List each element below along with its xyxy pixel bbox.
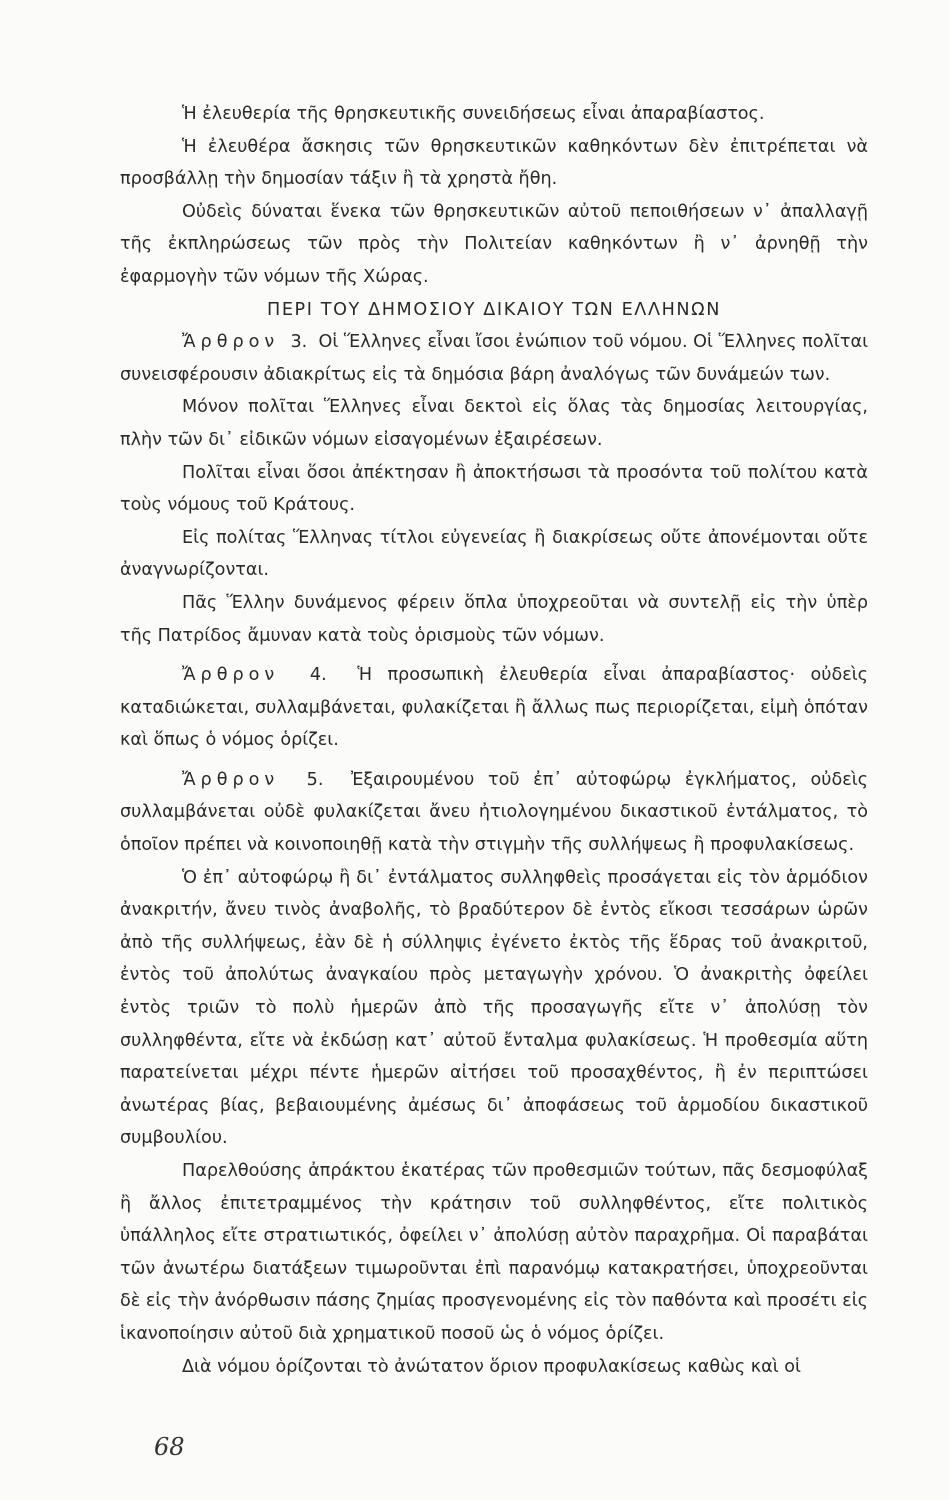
paragraph: Πᾶς Ἕλλην δυνάμενος φέρειν ὅπλα ὑποχρεοῦται νὰ συντελῇ εἰς τὴν ὑπὲρ τῆς Πατρίδος ἄμυναν κατὰ τοὺς ὁρισμοὺς τῶν νόμων. (120, 592, 868, 646)
paragraph: Μόνον πολῖται Ἕλληνες εἶναι δεκτοὶ εἰς ὅλας τὰς δημοσίας λειτουργίας, πλὴν τῶν δι᾽ εἰδικῶν νόμων εἰσαγομένων ἐξαιρέσεων. (120, 397, 868, 450)
section-heading: ΠΕΡΙ ΤΟΥ ΔΗΜΟΣΙΟΥ ΔΙΚΑΙΟΥ ΤΩΝ ΕΛΛΗΝΩΝ (267, 299, 721, 320)
article-3 (120, 326, 868, 391)
paragraph: Διὰ νόμου ὁρίζονται τὸ ἀνώτατον ὅριον προφυλακίσεως καθὼς καὶ οἱ (182, 1356, 801, 1377)
article-label: Ἄρθρον (182, 769, 280, 790)
paragraph: Οὐδεὶς δύναται ἕνεκα τῶν θρησκευτικῶν αὐτοῦ πεποιθήσεων ν᾽ ἀπαλλαγῇ τῆς ἐκπληρώσεως τῶν πρὸς τὴν Πολιτείαν καθηκόντων ἢ ν᾽ ἀρνηθῇ τὴν ἐφαρμογὴν τῶν νόμων τῆς Χώρας. (120, 201, 868, 287)
paragraph: Παρελθούσης ἀπράκτου ἑκατέρας τῶν προθεσμιῶν τούτων, πᾶς δεσμοφύλαξ ἢ ἄλλος ἐπιτετραμμένος τὴν κράτησιν τοῦ συλληφθέντος, εἴτε πολιτικὸς ὑπάλληλος εἴτε στρατιωτικός, ὀφείλει ν᾽ ἀπολύσῃ αὐτὸν παραχρῆμα. Οἱ παραβάται τῶν ἀνωτέρω διατάξεων τιμωροῦνται ἐπὶ παρανόμῳ κατακρατήσει, ὑποχρεοῦνται δὲ εἰς τὴν ἀνόρθωσιν πάσης ζημίας προσγενομένης εἰς τὸν παθόντα καὶ προσέτι εἰς ἱκανοποίησιν αὐτοῦ διὰ χρηματικοῦ ποσοῦ ὡς ὁ νόμος ὁρίζει. (120, 1161, 868, 1344)
paragraph: Εἰς πολίτας Ἕλληνας τίτλοι εὐγενείας ἢ διακρίσεως οὔτε ἀπονέμονται οὔτε ἀναγνωρίζονται. (120, 527, 868, 581)
article-number: 5. (306, 769, 324, 790)
article-5 (120, 764, 868, 862)
article-label: Ἄρθρον (182, 332, 280, 353)
article-label: Ἄρθρον (182, 665, 280, 686)
paragraph: Πολῖται εἶναι ὅσοι ἀπέκτησαν ἢ ἀποκτήσωσι τὰ προσόντα τοῦ πολίτου κατὰ τοὺς νόμους τοῦ Κράτους. (120, 462, 868, 516)
article-number: 4. (309, 665, 327, 686)
article-text: Ἡ προσωπικὴ ἐλευθερία εἶναι ἀπαραβίαστος· οὐδεὶς καταδιώκεται, συλλαμβάνεται, φυλακίζεται ἢ ἄλλως πως περιορίζεται, εἰμὴ ὁπόταν καὶ ὅπως ὁ νόμος ὁρίζει. (120, 665, 868, 751)
paragraph: Ἡ ἐλευθέρα ἄσκησις τῶν θρησκευτικῶν καθηκόντων δὲν ἐπιτρέπεται νὰ προσβάλλῃ τὴν δημοσίαν τάξιν ἢ τὰ χρηστὰ ἤθη. (120, 136, 868, 190)
page-number: 68 (154, 1433, 185, 1461)
article-text: Οἱ Ἕλληνες εἶναι ἴσοι ἐνώπιον τοῦ νόμου. Οἱ Ἕλληνες πολῖται συνεισφέρουσιν ἀδιακρίτως εἰς τὰ δημόσια βάρη ἀναλόγως τῶν δυνάμεών των. (120, 332, 869, 385)
article-number: 3. (290, 332, 308, 353)
paragraph: Ἡ ἐλευθερία τῆς θρησκευτικῆς συνειδήσεως εἶναι ἀπαραβίαστος. (182, 104, 765, 124)
paragraph: Ὁ ἐπ᾽ αὐτοφώρῳ ἢ δι᾽ ἐντάλματος συλληφθεὶς προσάγεται εἰς τὸν ἁρμόδιον ἀνακριτήν, ἄνευ τινὸς ἀναβολῆς, τὸ βραδύτερον δὲ ἐντὸς εἴκοσι τεσσάρων ὡρῶν ἀπὸ τῆς συλλήψεως, ἐὰν δὲ ἡ σύλληψις ἐγένετο ἐκτὸς τῆς ἕδρας τοῦ ἀνακριτοῦ, ἐντὸς τοῦ ἀπολύτως ἀναγκαίου πρὸς μεταγωγὴν χρόνου. Ὁ ἀνακριτὴς ὀφείλει ἐντὸς τριῶν τὸ πολὺ ἡμερῶν ἀπὸ τῆς προσαγωγῆς εἴτε ν᾽ ἀπολύσῃ τὸν συλληφθέντα, εἴτε νὰ ἐκδώσῃ κατ᾽ αὐτοῦ ἔνταλμα φυλακίσεως. Ἡ προθεσμία αὕτη παρατείνεται μέχρι πέντε ἡμερῶν αἰτήσει τοῦ προσαχθέντος, ἢ ἐν περιπτώσει ἀνωτέρας βίας, βεβαιουμένης ἀμέσως δι᾽ ἀποφάσεως τοῦ ἁρμοδίου δικαστικοῦ συμβουλίου. (120, 867, 868, 1149)
body-text (120, 98, 868, 1383)
article-4 (120, 659, 868, 757)
article-text: Ἐξαιρουμένου τοῦ ἐπ᾽ αὐτοφώρῳ ἐγκλήματος, οὐδεὶς συλλαμβάνεται οὐδὲ φυλακίζεται ἄνευ ἠτιολογημένου δικαστικοῦ ἐντάλματος, τὸ ὁποῖον πρέπει νὰ κοινοποιηθῇ κατὰ τὴν στιγμὴν τῆς συλλήψεως ἢ προφυλακίσεως. (120, 769, 869, 856)
